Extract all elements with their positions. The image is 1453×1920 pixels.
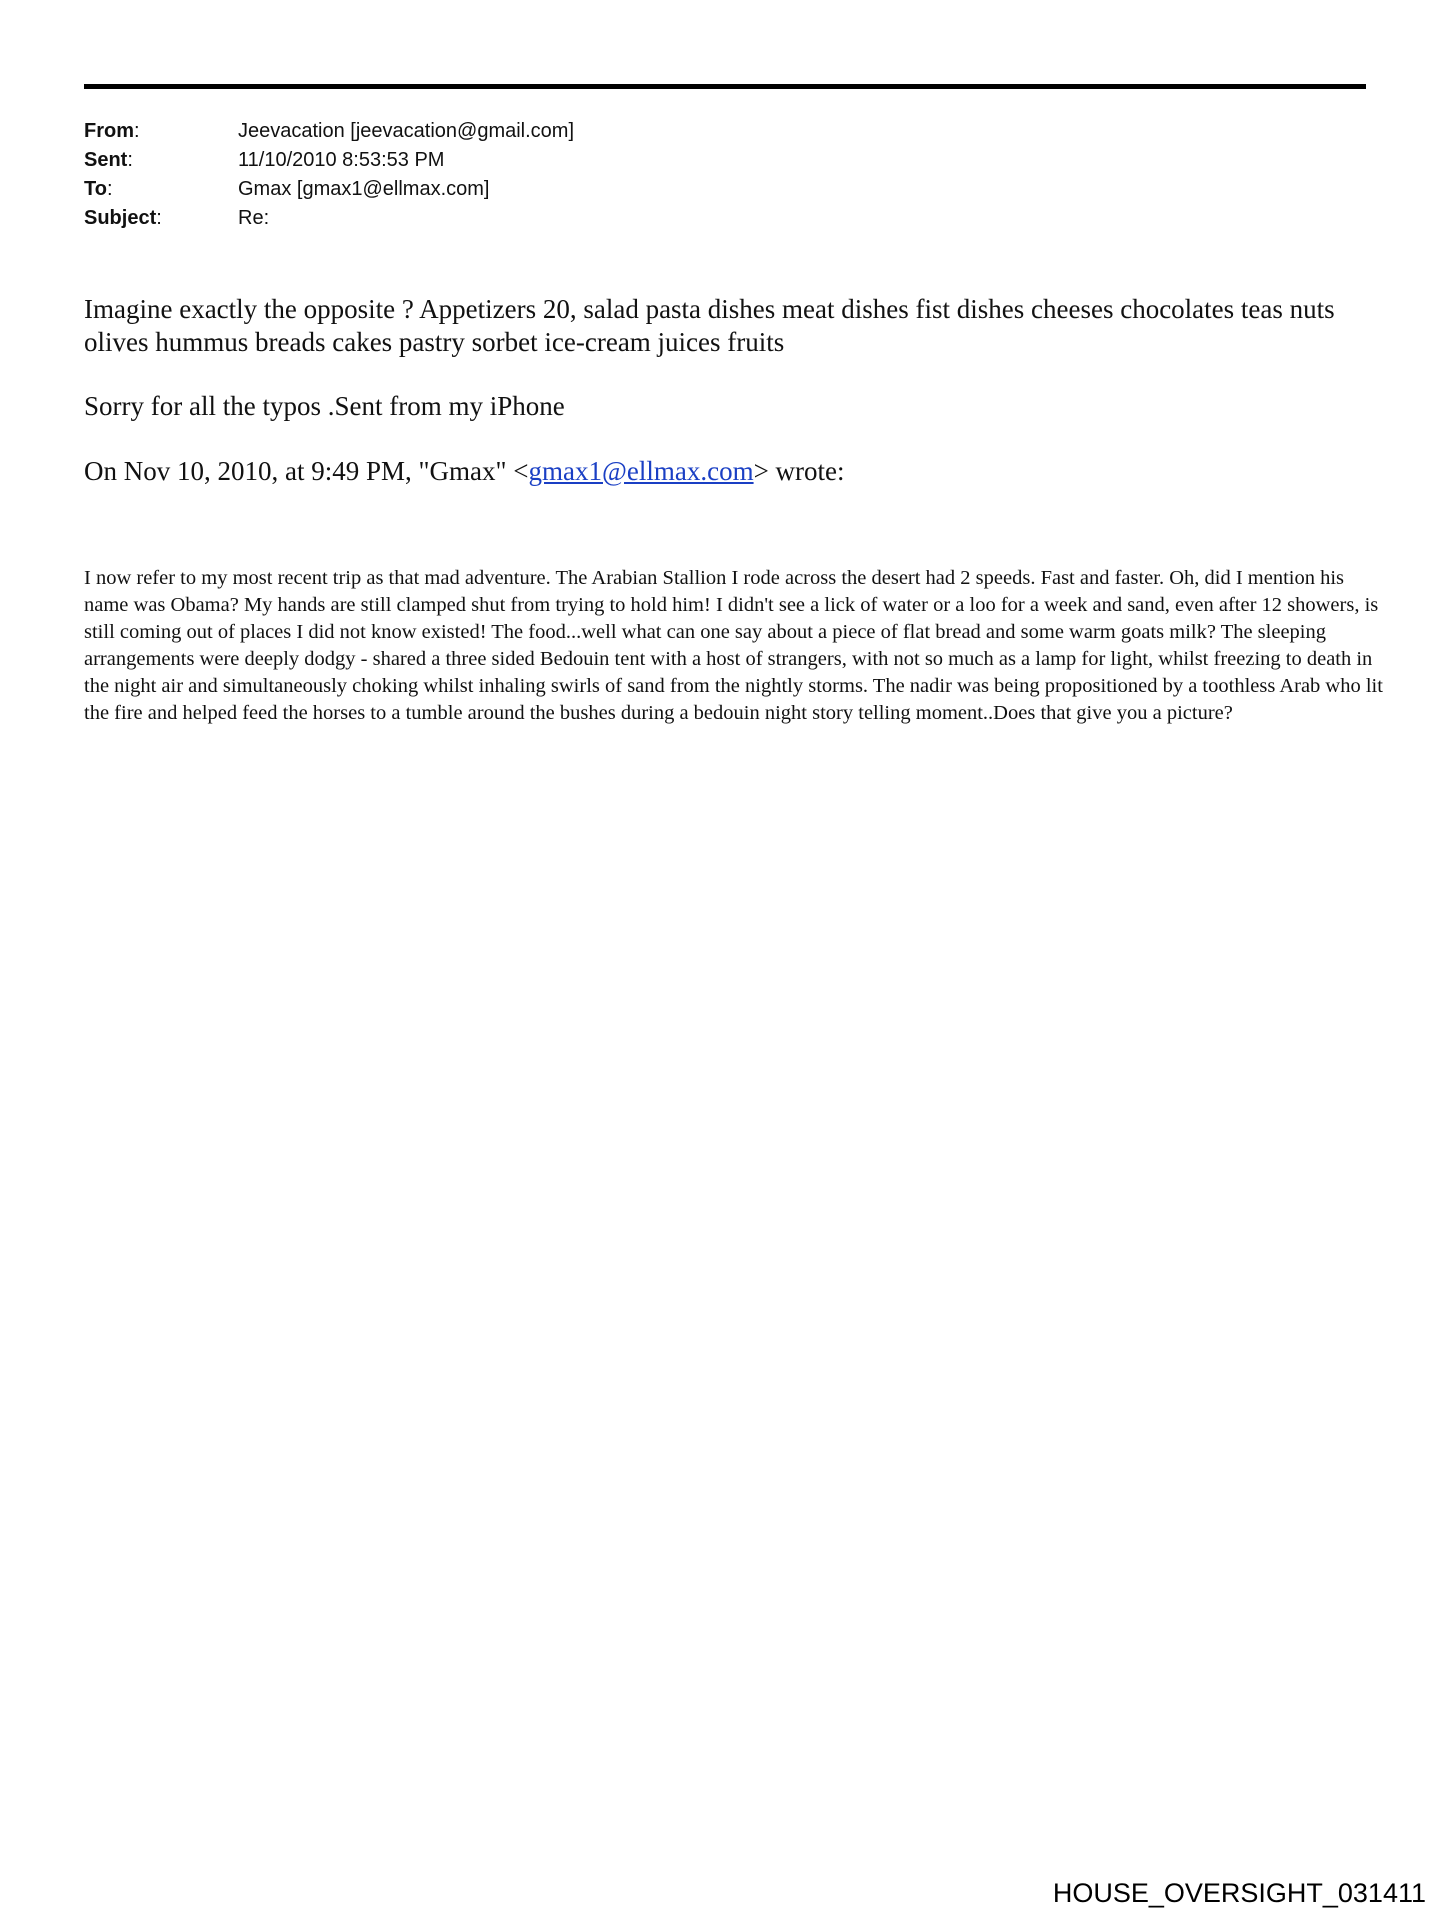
header-divider (84, 84, 1366, 89)
quote-attribution (84, 455, 1374, 488)
sent-row (84, 146, 574, 175)
to-label: To: (84, 178, 113, 200)
sender-email-link[interactable]: gmax1@ellmax.com (528, 456, 754, 486)
sent-value: 11/10/2010 8:53:53 PM (238, 149, 445, 171)
attribution-suffix: > wrote: (753, 456, 845, 486)
email-header (84, 117, 574, 233)
document-id: HOUSE_OVERSIGHT_031411 (1052, 1878, 1426, 1908)
to-row (84, 175, 574, 204)
from-value: Jeevacation [jeevacation@gmail.com] (238, 120, 575, 142)
subject-row (84, 204, 574, 233)
sent-label: Sent: (84, 149, 133, 171)
message-signature: Sorry for all the typos .Sent from my iPhone (84, 391, 565, 421)
subject-label: Subject: (84, 207, 162, 229)
from-label: From: (84, 120, 140, 142)
message-body: Imagine exactly the opposite ? Appetizers 20, salad pasta dishes meat dishes fist dishes cheeses chocolates teas nuts olives hummus breads cakes pastry sorbet ice-cream juices fruits (84, 294, 1335, 357)
quoted-message: I now refer to my most recent trip as that mad adventure. The Arabian Stallion I rode across the desert had 2 speeds. Fast and faster. Oh, did I mention his name was Obama? My hands are still clamped shut from trying to hold him! I didn't see a lick of water or a loo for a week and sand, even after 12 showers, is still coming out of places I did not know existed! The food...well what can one say about a piece of flat bread and some warm goats milk? The sleeping arrangements were deeply dodgy - shared a three sided Bedouin tent with a host of strangers, with not so much as a lamp for light, whilst freezing to death in the night air and simultaneously choking whilst inhaling swirls of sand from the nightly storms. The nadir was being propositioned by a toothless Arab who lit the fire and helped feed the horses to a tumble around the bushes during a bedouin night story telling moment..Does that give you a picture? (84, 567, 1383, 724)
from-row (84, 117, 574, 146)
to-value: Gmax [gmax1@ellmax.com] (238, 178, 490, 200)
subject-value: Re: (238, 207, 270, 229)
attribution-prefix: On Nov 10, 2010, at 9:49 PM, "Gmax" < (84, 456, 529, 486)
